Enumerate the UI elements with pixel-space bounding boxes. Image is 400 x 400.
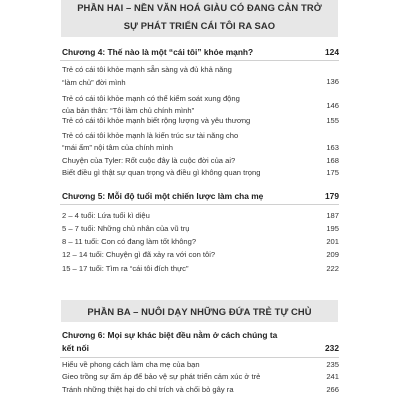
part-two-title-line2: SỰ PHÁT TRIỂN CÁI TÔI RA SAO [123, 20, 276, 31]
part-three-title: PHẦN BA – NUÔI DẠY NHỮNG ĐỨA TRẺ TỰ CHỦ [87, 306, 312, 317]
entry-title: Trẻ có cái tôi khỏe mạnh biết rộng lượng và yêu thương [62, 116, 251, 125]
entry-title: Trẻ có cái tôi khỏe mạnh là kiến trúc sư tài năng cho [62, 131, 239, 140]
chapter-title-line2: kết nối [62, 343, 89, 353]
page-number: 232 [325, 343, 339, 353]
page-number: 168 [326, 156, 339, 165]
entry-title: 2 – 4 tuổi: Lứa tuổi kì diệu [62, 211, 150, 220]
page-number: 222 [326, 264, 339, 273]
entry-title: Gieo trồng sự ấm áp để bảo vệ sự phát triển cảm xúc ở trẻ [62, 372, 261, 381]
entry-title: 15 – 17 tuổi: Tìm ra “cái tôi đích thực” [62, 264, 189, 273]
entry-title: “làm chủ” đời mình [62, 78, 126, 87]
page-number: 195 [326, 224, 339, 233]
page-number: 136 [326, 77, 339, 86]
entry-title: “mái ấm” nội tâm của chính mình [62, 143, 173, 152]
page-number: 266 [326, 385, 339, 394]
page-number: 175 [326, 168, 339, 177]
entry-title: Biết điều gì thật sự quan trọng và điều gì không quan trọng [62, 168, 261, 177]
entry-title: Tránh những thiệt hại do chỉ trích và chối bỏ gây ra [62, 385, 234, 394]
part-two-header [61, 0, 338, 37]
chapter-title: Chương 4: Thế nào là một “cái tôi” khỏe mạnh? [62, 47, 254, 57]
page-number: 163 [326, 143, 339, 152]
entry-title: của bản thân: “Tôi làm chủ chính mình” [62, 106, 195, 115]
entry-title: 5 – 7 tuổi: Những chủ nhân của vũ trụ [62, 224, 190, 233]
page-number: 187 [326, 211, 339, 220]
divider [60, 204, 339, 205]
page-number: 235 [326, 360, 339, 369]
chapter-title-line1: Chương 6: Mọi sự khác biệt đều nằm ở cách chúng ta [62, 330, 278, 340]
page-number: 146 [326, 101, 339, 110]
chapter-title: Chương 5: Mỗi độ tuổi một chiến lược làm cha mẹ [62, 191, 264, 201]
page-number: 201 [326, 237, 339, 246]
page-number: 209 [326, 250, 339, 259]
page-number: 124 [325, 47, 339, 57]
entry-title: 8 – 11 tuổi: Con có đang làm tốt không? [62, 237, 197, 246]
part-two-title-line1: PHẦN HAI – NỀN VĂN HOÁ GIÀU CÓ ĐANG CẢN TRỞ [77, 2, 322, 13]
divider [60, 357, 339, 358]
page-number: 155 [326, 116, 339, 125]
part-three-header [61, 300, 338, 322]
entry-title: 12 – 14 tuổi: Chuyện gì đã xảy ra với con tôi? [62, 250, 216, 259]
page-number: 241 [326, 372, 339, 381]
entry-title: Trẻ có cái tôi khỏe mạnh có thể kiểm soát xung động [62, 94, 240, 103]
page-number: 179 [325, 191, 339, 201]
divider [60, 60, 339, 61]
entry-title: Trẻ có cái tôi khỏe mạnh sẵn sàng và đủ khả năng [62, 65, 232, 74]
entry-title: Chuyện của Tyler: Rốt cuộc đây là cuộc đời của ai? [62, 156, 236, 165]
entry-title: Hiểu về phong cách làm cha mẹ của bạn [62, 360, 200, 369]
